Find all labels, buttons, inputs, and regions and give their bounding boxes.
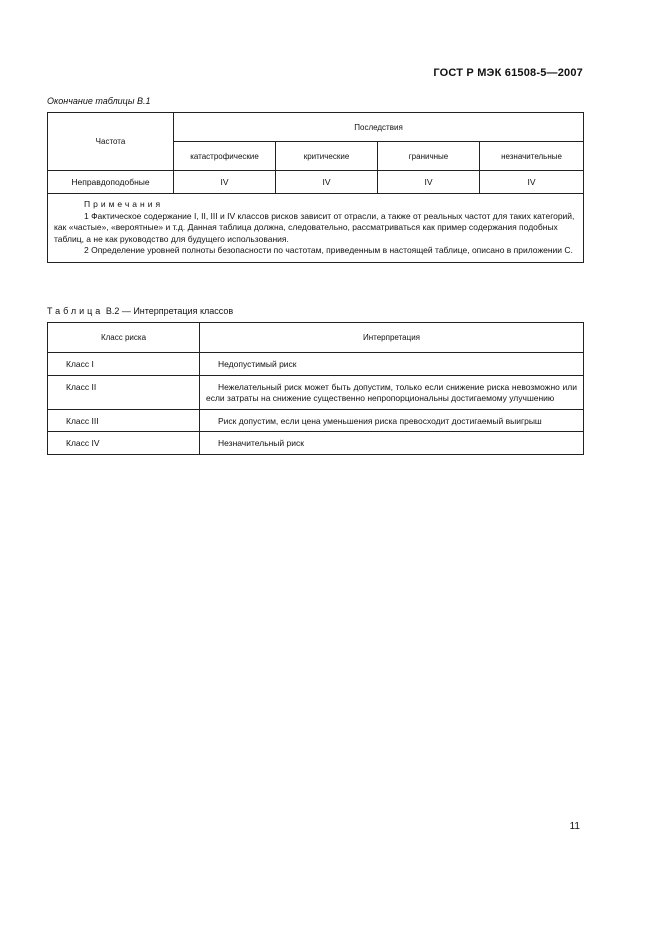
document-header-id: ГОСТ Р МЭК 61508-5—2007 [433,67,583,79]
table1-notes [48,194,584,263]
table-row [48,409,584,432]
risk-class-cell: IV [276,171,378,194]
risk-class-column-header: Класс риска [48,323,200,353]
frequency-cell: Неправдоподобные [48,171,174,194]
risk-class-cell: IV [174,171,276,194]
page-number: 11 [569,821,580,832]
table1-caption: Окончание таблицы В.1 [47,96,151,106]
risk-class-cell: Класс I [48,353,200,376]
consequence-header-catastrophic: катастрофические [174,142,276,171]
interpretation-cell: Недопустимый риск [200,353,584,376]
interpretation-cell: Незначительный риск [200,432,584,455]
risk-class-cell: IV [378,171,480,194]
interpretation-cell: Нежелательный риск может быть допустим, только если снижение риска невозможно или если затраты на снижение существенно непропорциональны достигаемому улучшению [200,375,584,409]
risk-class-cell: Класс IV [48,432,200,455]
risk-class-cell: Класс III [48,409,200,432]
consequence-header-negligible: незначительные [480,142,584,171]
interpretation-cell: Риск допустим, если цена уменьшения риска превосходит достигаемый выигрыш [200,409,584,432]
risk-class-cell: IV [480,171,584,194]
table2-caption [47,306,233,316]
consequence-header-marginal: граничные [378,142,480,171]
note-item: 1 Фактическое содержание I, II, III и IV классов рисков зависит от отрасли, а также от реальных частот для таких категорий, как «частые», «вероятные» и т.д. Данная таблица должна, следовательно, рассматриваться как пример содержания подобных таблиц, а не как руководство для будущего использования. [54,210,575,244]
table-row [48,432,584,455]
frequency-column-header: Частота [48,113,174,171]
table-row [48,171,584,194]
table-row [48,353,584,376]
note-item: 2 Определение уровней полноты безопасности по частотам, приведенным в настоящей таблице, описано в приложении С. [84,245,573,255]
consequence-header-critical: критические [276,142,378,171]
table2-class-interpretation [47,322,584,455]
risk-class-cell: Класс II [48,375,200,409]
consequences-column-header: Последствия [174,113,584,142]
table2-caption-prefix: Таблица [47,306,104,316]
interpretation-column-header: Интерпретация [200,323,584,353]
table-row [48,375,584,409]
table1-risk-classification [47,112,584,263]
table2-caption-text: В.2 — Интерпретация классов [105,306,234,316]
notes-title: Примечания [84,199,164,209]
